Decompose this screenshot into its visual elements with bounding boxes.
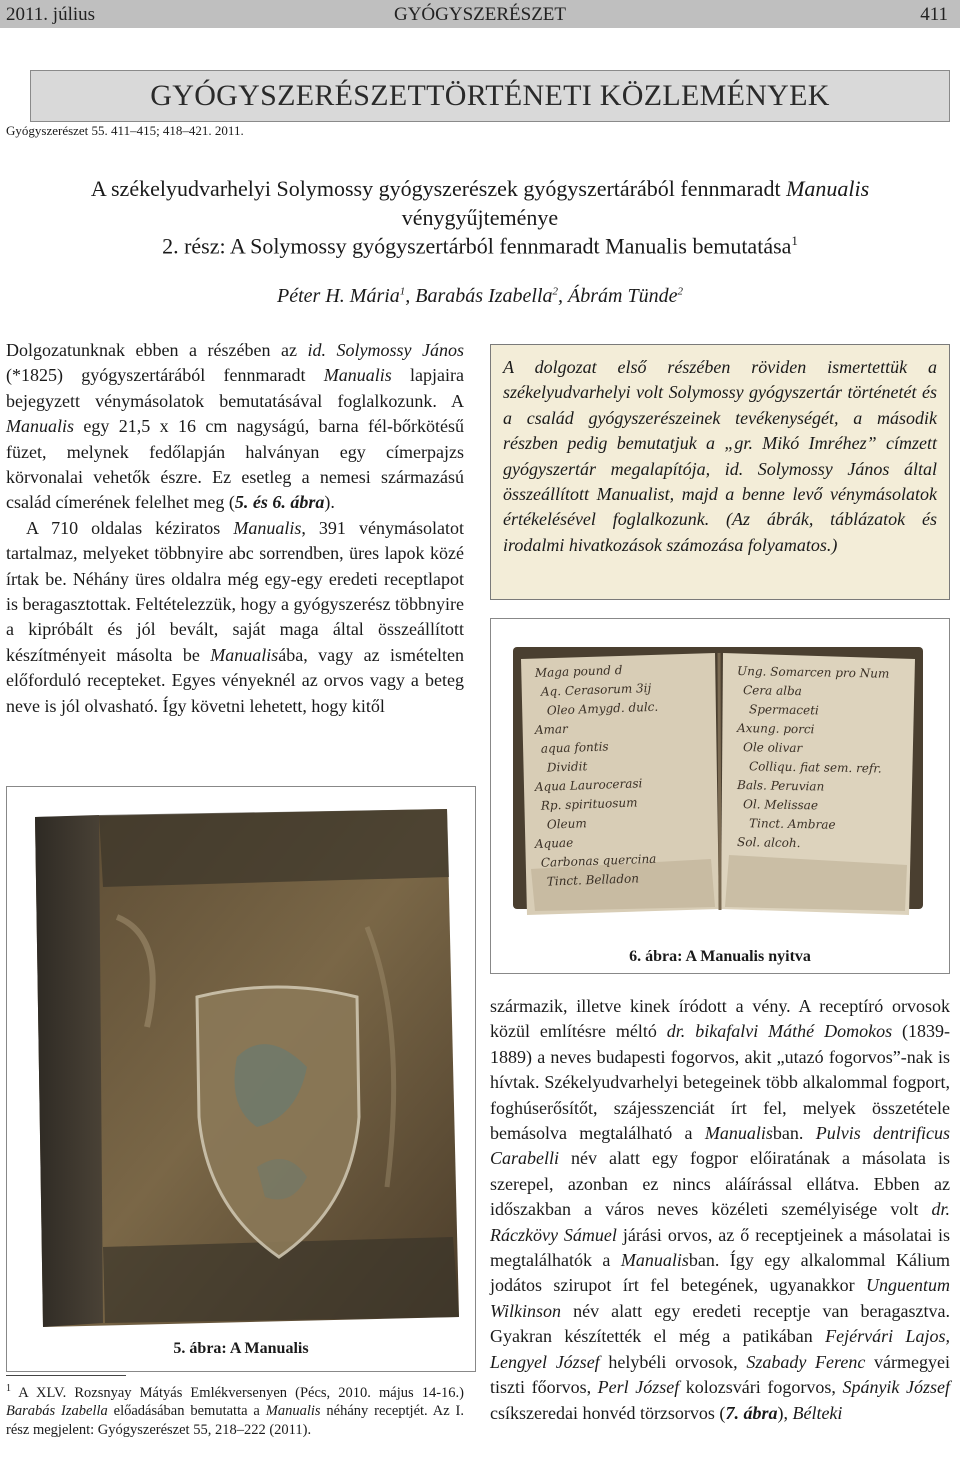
- text-run: Barabás Izabella: [6, 1403, 108, 1420]
- manuscript-line: Aq. Cerasorum 3ij: [540, 680, 652, 699]
- manuscript-line: Oleum: [546, 816, 587, 832]
- manuscript-line: Spermaceti: [748, 702, 819, 718]
- text-run: ban.: [772, 1123, 816, 1144]
- manuscript-line: Dividit: [546, 759, 588, 775]
- text-run: Fejérvári Lajos, Lengyel József: [490, 1326, 950, 1372]
- journal-name: GYÓGYSZERÉSZET: [393, 4, 567, 25]
- text-run: Manualis: [620, 1250, 689, 1271]
- manuscript-line: Rp. spirituosum: [540, 795, 638, 813]
- text-run: Unguentum Wilkinson: [490, 1275, 950, 1321]
- footnote-rule: [6, 1375, 126, 1376]
- manuscript-line: Bals. Peruvian: [736, 778, 825, 794]
- text-run: ).: [324, 492, 335, 513]
- text-run: , 391 vénymásolatot tartalmaz, melyeket többnyire abc sorrendben, üres lapok közé írtak be. Néhány üres oldalra még egy-egy eredeti receptlapot is beragasztottak. Feltételezzük, hogy a gyógyszerész többnyire a kipróbált és jól bevált, saját maga által összeállított készítményeit másolta be: [6, 517, 464, 665]
- manuscript-line: Aqua Laurocerasi: [534, 776, 643, 794]
- text-run: id. Solymossy János: [307, 340, 465, 360]
- text-run: Dolgozatunknak ebben a részében az: [6, 340, 308, 360]
- manuscript-line: Axung. porci: [736, 721, 815, 737]
- text-run: Manualis: [265, 1403, 321, 1420]
- text-run: A XLV. Rozsnyay Mátyás Emlékversenyen (Pécs, 2010. május 14-16.): [11, 1384, 464, 1401]
- author-1: Péter H. Mária: [277, 285, 400, 307]
- figure-5-frame: [6, 786, 476, 1372]
- author-3-affil: 2: [677, 285, 683, 298]
- text-run: Spányik József: [842, 1377, 950, 1398]
- figure-6-frame: [490, 618, 950, 974]
- manuscript-line: Ol. Melissae: [742, 797, 819, 813]
- manuscript-line: Amar: [534, 721, 569, 737]
- author-2-affil: 2: [552, 285, 559, 298]
- left-column: [6, 338, 464, 719]
- text-run: 5. és 6. ábra: [234, 492, 325, 513]
- manuscript-line: Cera alba: [742, 683, 803, 699]
- article-subtitle: [0, 233, 960, 259]
- author-2: , Barabás Izabella: [405, 285, 553, 307]
- authors: [0, 285, 960, 308]
- text-run: Manualis: [323, 365, 392, 386]
- manuscript-line: Oleo Amygd. dulc.: [546, 699, 659, 718]
- title-italic: Manualis: [786, 176, 870, 201]
- text-run: vármegyei tiszti főorvos,: [490, 1351, 951, 1398]
- subtitle-footnote-mark: 1: [791, 233, 798, 248]
- title-text: A székelyudvarhelyi Solymossy gyógyszerészek gyógyszertárából fennmaradt: [90, 176, 787, 201]
- text-run: ban. Így egy alkalommal Kálium jodátos szirupot írt fel betegének, ugyanakkor: [490, 1250, 951, 1296]
- text-run: előadásában bemutatta a: [107, 1403, 266, 1420]
- figure-5-book-cover-photo: [7, 787, 475, 1337]
- issue-date: 2011. július: [6, 4, 96, 25]
- manuscript-line: aqua fontis: [540, 739, 609, 756]
- abstract-box: A dolgozat első részében röviden ismertettük a székelyudvarhelyi volt Solymossy gyógyszertár történetét és a család gyógyszerészeinek tevékenységét, a második részben pedig bemutatjuk a „gr. Mikó Imréhez” címzett gyógyszertár megalapítója, id. Solymossy János által összeállított Manualist, majd a benne levő vénymásolatok értékelésével foglalkozunk. (Az ábrák, táblázatok és irodalmi hivatkozások számozása folyamatos.): [490, 344, 950, 600]
- manuscript-line: Ole olivar: [742, 740, 803, 756]
- figure-6-open-book-photo: [491, 619, 949, 939]
- text-run: Manualis: [704, 1123, 773, 1144]
- subtitle-text: 2. rész: A Solymossy gyógyszertárból fennmaradt Manualis bemutatása: [162, 233, 792, 259]
- text-run: Szabady Ferenc: [746, 1351, 866, 1372]
- article-title-line-1: [0, 176, 960, 202]
- text-run: ),: [777, 1402, 793, 1423]
- author-3: , Ábrám Tünde: [558, 285, 678, 307]
- running-head: [0, 0, 960, 28]
- text-run: név alatt egy fogpor előiratának a másolata is szerepel, azonban ez nincs aláírással ellátva. Ebben az időszakban a város neves közéleti személyisége volt: [490, 1148, 950, 1220]
- text-run: származik, illetve kinek íródott a vény. A receptíró orvosok közül említésre méltó: [490, 996, 950, 1042]
- manuscript-line: Maga pound d: [534, 662, 623, 680]
- manuscript-line: Aquae: [534, 835, 574, 851]
- manuscript-line: Tinct. Ambrae: [748, 816, 836, 832]
- text-run: A 710 oldalas kéziratos: [26, 517, 234, 538]
- text-run: helybéli orvosok,: [599, 1351, 747, 1372]
- author-1-affil: 1: [399, 285, 406, 298]
- article-title-line-2: vénygyűjteménye: [401, 205, 559, 230]
- text-run: 7. ábra: [725, 1402, 778, 1423]
- manuscript-line: Tinct. Belladon: [546, 871, 640, 889]
- text-run: néhány receptjét. Az I. rész megjelent: Gyógyszerészet 55, 218–222 (2011).: [6, 1403, 465, 1438]
- text-run: járási orvos, az ő receptjeinek a másolatai is megtalálhatók a: [490, 1224, 951, 1271]
- text-run: egy 21,5 x 16 cm nagyságú, barna fél-bőrkötésű füzet, melynek fedőlapján halványan egy címerpajzs körvonalai vehetők észre. Ez esetleg a nemesi származású család címerének felelhet meg (: [6, 416, 464, 513]
- text-run: Bélteki: [792, 1402, 843, 1423]
- citation: Gyógyszerészet 55. 411–415; 418–421. 2011.: [6, 123, 244, 138]
- figure-5-caption: 5. ábra: A Manualis: [173, 1340, 309, 1357]
- manuscript-line: Sol. alcoh.: [736, 835, 801, 851]
- paragraph-continued: [490, 994, 950, 1426]
- text-run: lapjaira bejegyzett vénymásolatok bemutatásával foglalkozunk. A: [6, 365, 464, 411]
- text-run: Perl József: [597, 1377, 680, 1398]
- manuscript-line: Carbonas quercina: [540, 851, 657, 870]
- manuscript-line: Ung. Somarcen pro Num: [736, 664, 890, 681]
- text-run: kolozsvári fogorvos,: [679, 1377, 843, 1398]
- figure-6-caption: 6. ábra: A Manualis nyitva: [629, 948, 811, 965]
- text-run: dr. bikafalvi Máthé Domokos: [666, 1021, 893, 1042]
- manuscript-line: Colliqu. fiat sem. refr.: [748, 759, 882, 776]
- page-number: 411: [920, 4, 948, 25]
- text-run: név alatt egy eredeti receptje van beragasztva. Gyakran készítették el még a patikában: [490, 1300, 950, 1347]
- text-run: Manualis: [6, 416, 75, 437]
- paragraph-2: [6, 516, 464, 719]
- text-run: (1839-1889) a neves budapesti fogorvos, akit „utazó fogorvos”-nak is hívtak. Székelyudvarhelyi betegeinek több alkalommal fogport, foghúserősítőt, szájesszenciát írt fel, melyek összetétele bemásolva megtalálható a: [490, 1021, 951, 1144]
- text-run: Manualis: [233, 517, 302, 538]
- text-run: csíkszeredai honvéd törzsorvos (: [490, 1402, 726, 1423]
- right-column: [490, 994, 950, 1426]
- paragraph-1: [6, 338, 464, 516]
- section-banner: GYÓGYSZERÉSZETTÖRTÉNETI KÖZLEMÉNYEK: [30, 70, 950, 122]
- text-run: (*1825) gyógyszertárából fennmaradt: [6, 365, 324, 386]
- text-run: Pulvis dentrificus Carabelli: [490, 1123, 950, 1169]
- text-run: dr. Ráczkövy Sámuel: [490, 1199, 950, 1245]
- text-run: Manualis: [210, 644, 279, 665]
- text-run: ába, vagy az ismételten előforduló recepteket. Egyes vényeknél az orvos vagy a beteg neve is jól olvasható. Így követni lehetett, hogy kitől: [6, 644, 464, 716]
- text-run: 1: [6, 1383, 11, 1394]
- footnote: [6, 1380, 464, 1439]
